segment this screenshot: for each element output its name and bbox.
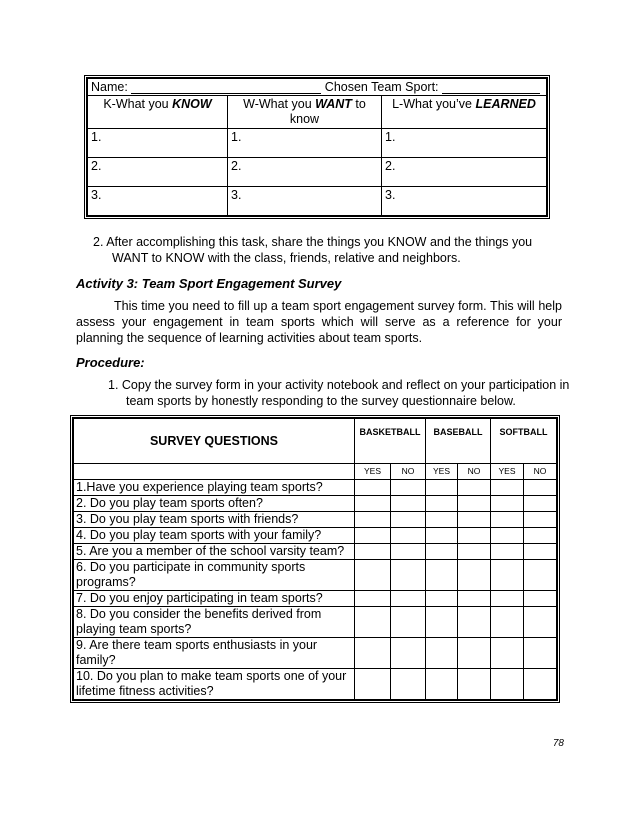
answer-cell[interactable] — [391, 512, 426, 528]
survey-question: 8. Do you consider the benefits derived from playing team sports? — [74, 607, 355, 638]
answer-cell[interactable] — [524, 544, 557, 560]
yes-no-spacer — [74, 464, 355, 480]
survey-row — [74, 496, 557, 512]
answer-cell[interactable] — [391, 496, 426, 512]
no-label: NO — [458, 464, 491, 480]
survey-question: 5. Are you a member of the school varsity team? — [74, 544, 355, 560]
answer-cell[interactable] — [458, 512, 491, 528]
kwl-cell[interactable]: 2. — [382, 158, 547, 187]
survey-question: 6. Do you participate in community sports programs? — [74, 560, 355, 591]
answer-cell[interactable] — [391, 560, 426, 591]
survey-question: 10. Do you plan to make team sports one of your lifetime fitness activities? — [74, 669, 355, 700]
survey-question: 1.Have you experience playing team sports? — [74, 480, 355, 496]
answer-cell[interactable] — [491, 528, 524, 544]
answer-cell[interactable] — [524, 638, 557, 669]
answer-cell[interactable] — [426, 528, 458, 544]
answer-cell[interactable] — [355, 528, 391, 544]
survey-row — [74, 607, 557, 638]
survey-row — [74, 638, 557, 669]
answer-cell[interactable] — [458, 528, 491, 544]
answer-cell[interactable] — [391, 528, 426, 544]
answer-cell[interactable] — [491, 669, 524, 700]
survey-question: 7. Do you enjoy participating in team sports? — [74, 591, 355, 607]
kwl-row — [88, 158, 547, 187]
answer-cell[interactable] — [355, 496, 391, 512]
kwl-cell[interactable]: 3. — [228, 187, 382, 216]
procedure-step-1: 1. Copy the survey form in your activity notebook and reflect on your participation in team sports by honestly responding to the survey questionnaire below. — [108, 378, 570, 408]
answer-cell[interactable] — [524, 560, 557, 591]
answer-cell[interactable] — [426, 512, 458, 528]
survey-question: 4. Do you play team sports with your family? — [74, 528, 355, 544]
answer-cell[interactable] — [426, 607, 458, 638]
survey-question: 2. Do you play team sports often? — [74, 496, 355, 512]
survey-row — [74, 591, 557, 607]
answer-cell[interactable] — [355, 544, 391, 560]
survey-question: 3. Do you play team sports with friends? — [74, 512, 355, 528]
yes-label: YES — [426, 464, 458, 480]
answer-cell[interactable] — [458, 638, 491, 669]
survey-row — [74, 528, 557, 544]
survey-row — [74, 544, 557, 560]
answer-cell[interactable] — [426, 480, 458, 496]
answer-cell[interactable] — [524, 528, 557, 544]
name-blank[interactable] — [131, 93, 321, 94]
survey-row — [74, 480, 557, 496]
answer-cell[interactable] — [524, 607, 557, 638]
answer-cell[interactable] — [391, 638, 426, 669]
no-label: NO — [391, 464, 426, 480]
survey-questions-header: SURVEY QUESTIONS — [74, 419, 355, 464]
kwl-header-know: K-What you KNOW — [88, 96, 228, 129]
answer-cell[interactable] — [458, 496, 491, 512]
answer-cell[interactable] — [491, 607, 524, 638]
answer-cell[interactable] — [391, 669, 426, 700]
answer-cell[interactable] — [426, 544, 458, 560]
kwl-cell[interactable]: 1. — [382, 129, 547, 158]
answer-cell[interactable] — [458, 544, 491, 560]
answer-cell[interactable] — [391, 607, 426, 638]
answer-cell[interactable] — [524, 512, 557, 528]
sport-header-baseball: BASEBALL — [426, 419, 491, 464]
answer-cell[interactable] — [458, 560, 491, 591]
activity-3-title: Activity 3: Team Sport Engagement Survey — [76, 276, 342, 291]
survey-row — [74, 560, 557, 591]
answer-cell[interactable] — [491, 638, 524, 669]
answer-cell[interactable] — [355, 607, 391, 638]
kwl-cell[interactable]: 3. — [88, 187, 228, 216]
kwl-cell[interactable]: 1. — [88, 129, 228, 158]
survey-table — [70, 415, 560, 703]
sport-blank[interactable] — [442, 93, 540, 94]
survey-row — [74, 669, 557, 700]
kwl-cell[interactable]: 2. — [88, 158, 228, 187]
no-label: NO — [524, 464, 557, 480]
kwl-cell[interactable]: 3. — [382, 187, 547, 216]
answer-cell[interactable] — [491, 560, 524, 591]
yes-label: YES — [355, 464, 391, 480]
answer-cell[interactable] — [426, 669, 458, 700]
answer-cell[interactable] — [391, 544, 426, 560]
page-number: 78 — [552, 738, 564, 749]
answer-cell[interactable] — [355, 638, 391, 669]
answer-cell[interactable] — [426, 496, 458, 512]
answer-cell[interactable] — [426, 591, 458, 607]
answer-cell[interactable] — [491, 480, 524, 496]
sport-label: Chosen Team Sport: — [324, 80, 439, 94]
answer-cell[interactable] — [458, 669, 491, 700]
answer-cell[interactable] — [524, 480, 557, 496]
answer-cell[interactable] — [524, 591, 557, 607]
survey-row — [74, 512, 557, 528]
answer-cell[interactable] — [355, 560, 391, 591]
answer-cell[interactable] — [524, 669, 557, 700]
survey-question: 9. Are there team sports enthusiasts in your family? — [74, 638, 355, 669]
answer-cell[interactable] — [491, 591, 524, 607]
answer-cell[interactable] — [391, 591, 426, 607]
activity-3-intro: This time you need to fill up a team sport engagement survey form. This will help assess your engagement in team sports which will serve as a reference for your planning the sequence of learning activities about team sports. — [76, 299, 562, 345]
answer-cell[interactable] — [426, 638, 458, 669]
answer-cell[interactable] — [391, 480, 426, 496]
kwl-name-row — [88, 79, 547, 96]
kwl-header-want: W-What you WANT to know — [228, 96, 382, 129]
sport-header-softball: SOFTBALL — [491, 419, 557, 464]
answer-cell[interactable] — [491, 512, 524, 528]
answer-cell[interactable] — [491, 496, 524, 512]
kwl-chart — [84, 75, 550, 219]
procedure-label: Procedure: — [76, 355, 145, 370]
kwl-header-learned: L-What you’ve LEARNED — [382, 96, 547, 129]
answer-cell[interactable] — [355, 669, 391, 700]
answer-cell[interactable] — [458, 607, 491, 638]
answer-cell[interactable] — [355, 591, 391, 607]
instruction-2: 2. After accomplishing this task, share the things you KNOW and the things you WANT to KNOW with the class, friends, relative and neighbors. — [93, 235, 533, 265]
answer-cell[interactable] — [355, 480, 391, 496]
kwl-cell[interactable]: 2. — [228, 158, 382, 187]
name-label: Name: — [91, 80, 128, 94]
answer-cell[interactable] — [491, 544, 524, 560]
sport-header-basketball: BASKETBALL — [355, 419, 426, 464]
answer-cell[interactable] — [426, 560, 458, 591]
kwl-row — [88, 187, 547, 216]
kwl-row — [88, 129, 547, 158]
yes-label: YES — [491, 464, 524, 480]
answer-cell[interactable] — [458, 480, 491, 496]
answer-cell[interactable] — [524, 496, 557, 512]
kwl-cell[interactable]: 1. — [228, 129, 382, 158]
answer-cell[interactable] — [458, 591, 491, 607]
answer-cell[interactable] — [355, 512, 391, 528]
